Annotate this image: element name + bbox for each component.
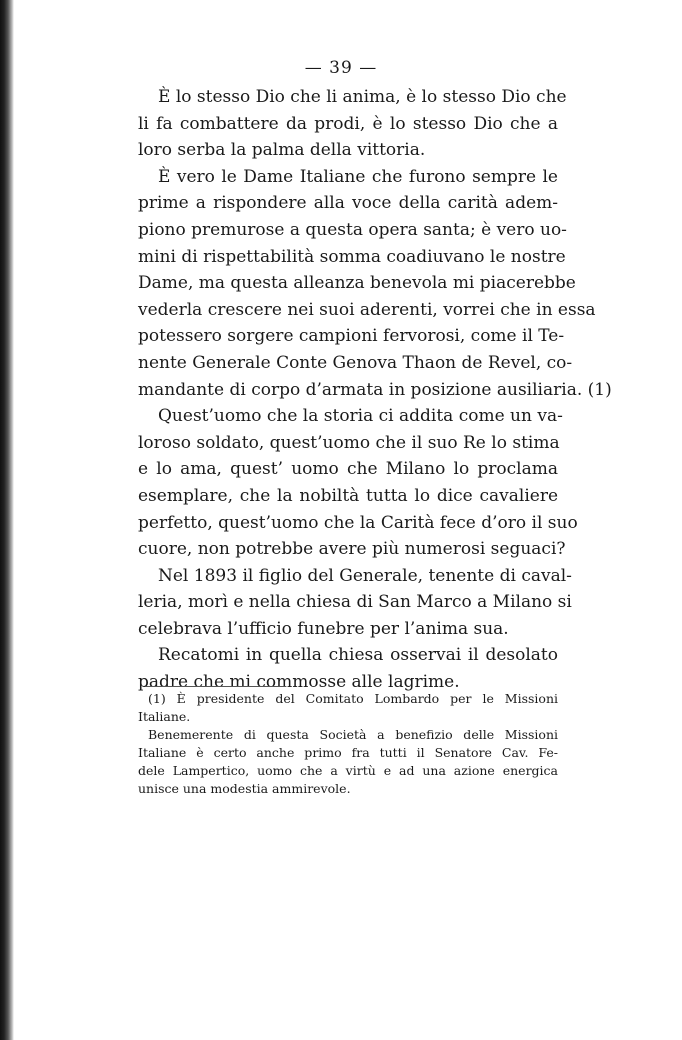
footnote-line: Italiane.: [138, 709, 191, 724]
text-line: potessero sorgere campioni fervorosi, come il Te-: [138, 326, 565, 347]
text-line: mini di rispettabilità somma coadiuvano le nostre: [138, 246, 566, 267]
text-line: celebrava l’ufficio funebre per l’anima sua.: [138, 618, 509, 639]
footnote-divider: [146, 686, 286, 687]
text-line: loroso soldato, quest’uomo che il suo Re lo stima: [138, 432, 560, 453]
text-line: vederla crescere nei suoi aderenti, vorrei che in essa: [138, 299, 596, 320]
text-line: Recatomi in quella chiesa osservai il desolato: [158, 645, 558, 666]
text-line: Quest’uomo che la storia ci addita come un va-: [158, 406, 563, 427]
text-line: nente Generale Conte Genova Thaon de Revel, co-: [138, 352, 573, 373]
footnote-line: unisce una modestia ammirevole.: [138, 781, 351, 796]
footnote-line: Italiane è certo anche primo fra tutti il Senatore Cav. Fe-: [138, 745, 558, 760]
page-number: — 39 —: [304, 58, 378, 78]
text-line: perfetto, quest’uomo che la Carità fece d’oro il suo: [138, 512, 578, 533]
footnote-line: (1) È presidente del Comitato Lombardo per le Missioni: [148, 691, 558, 706]
footnotes: [138, 690, 558, 798]
text-line: padre che mi commosse alle lagrime.: [138, 672, 460, 693]
text-line: li fa combattere da prodi, è lo stesso Dio che a: [138, 113, 558, 134]
footnote-line: dele Lampertico, uomo che a virtù e ad una azione energica: [138, 763, 558, 778]
footnote-line: Benemerente di questa Società a benefizio delle Missioni: [148, 727, 558, 742]
page-binding-edge: [0, 0, 14, 1040]
text-line: loro serba la palma della vittoria.: [138, 140, 426, 161]
text-line: cuore, non potrebbe avere più numerosi seguaci?: [138, 539, 566, 560]
text-line: È lo stesso Dio che li anima, è lo stesso Dio che: [158, 87, 567, 107]
text-line: esemplare, che la nobiltà tutta lo dice cavaliere: [138, 485, 558, 506]
text-line: leria, morì e nella chiesa di San Marco a Milano si: [138, 592, 572, 613]
text-line: Dame, ma questa alleanza benevola mi piacerebbe: [138, 273, 576, 294]
text-line: prime a rispondere alla voce della carità adem-: [138, 193, 558, 214]
text-line: e lo ama, quest’ uomo che Milano lo proclama: [138, 459, 558, 480]
body-text: [138, 84, 612, 696]
text-line: mandante di corpo d’armata in posizione ausiliaria. (1): [138, 379, 612, 400]
text-line: piono premurose a questa opera santa; è vero uo-: [138, 219, 567, 240]
text-line: Nel 1893 il figlio del Generale, tenente di caval-: [158, 565, 572, 586]
text-line: È vero le Dame Italiane che furono sempre le: [158, 166, 558, 187]
